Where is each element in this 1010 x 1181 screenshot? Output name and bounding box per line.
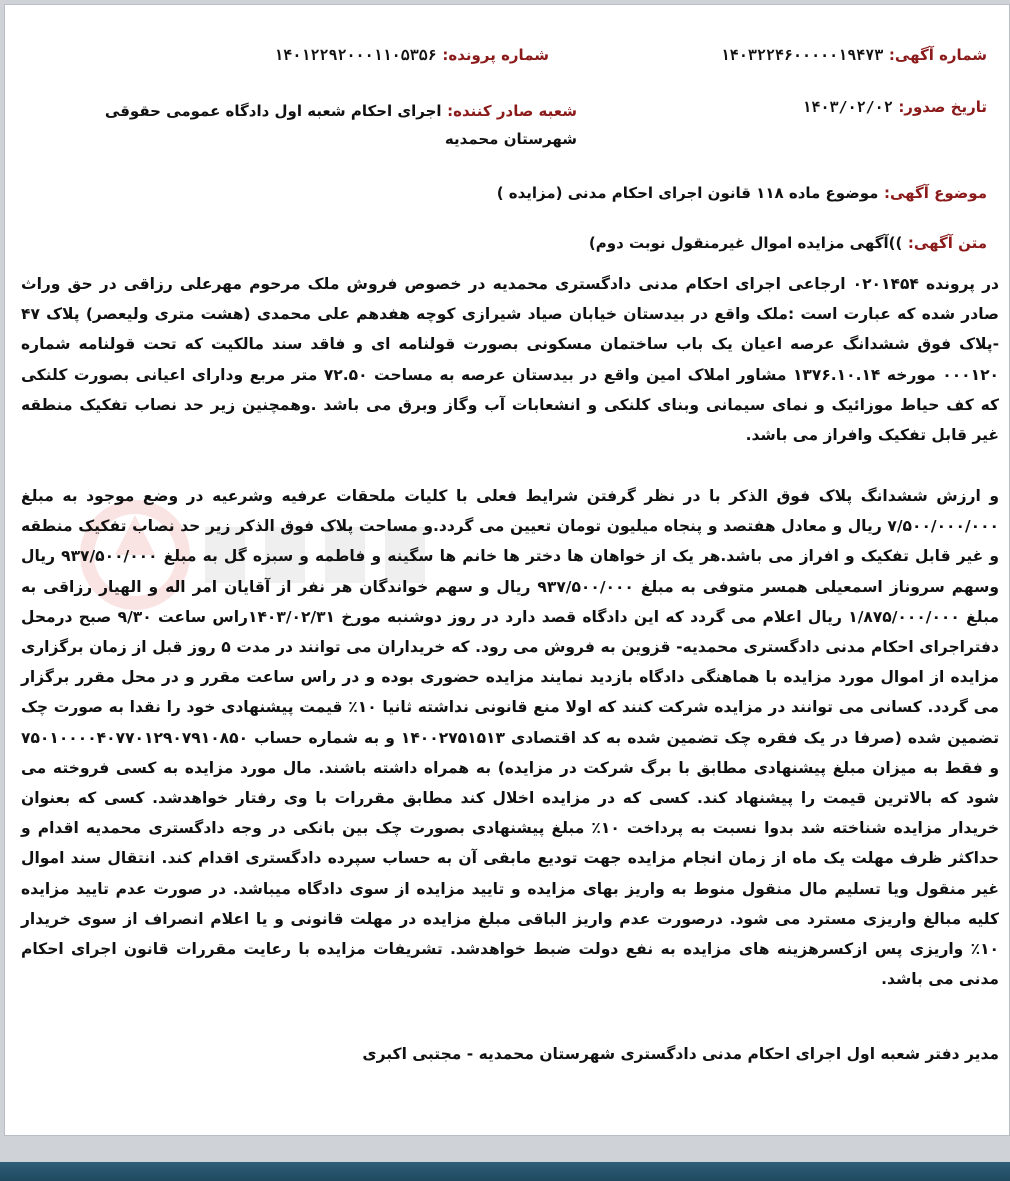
text-title-label: متن آگهی: [907, 234, 987, 252]
subject-label: موضوع آگهی: [883, 184, 987, 202]
notice-number: ۱۴۰۳۲۲۴۶۰۰۰۰۰۱۹۴۷۳ [720, 46, 884, 64]
issue-date-row [802, 97, 987, 116]
notice-paragraph-1: در پرونده ۰۲۰۱۴۵۴ ارجاعی اجرای احکام مدنی دادگستری محمدیه در خصوص فروش ملک مرحوم مهرعلی رزاقی در حق وراث صادر شده که عبارت است :ملک واقع در بیدستان خیابان صیاد شیرازی کوچه هفدهم علی محمدی (هشت متری ولیعصر) پلاک ۴۷ -پلاک فوق ششدانگ عرصه اعیان یک باب ساختمان مسکونی بصورت قولنامه ای و فاقد سند مالکیت که تحت قولنامه شماره ۰۰۰۱۲۰ مورخه ۱۳۷۶.۱۰.۱۴ مشاور املاک امین واقع در بیدستان عرصه به مساحت ۷۲.۵۰ متر مربع ودارای اعیانی بصورت کلنکی که کف حیاط موزائیک و نمای سیمانی وبنای کلنکی و انشعابات آب وگاز وبرق می باشد .وهمچنین زیر حد نصاب تفکیک منطقه غیر قابل تفکیک وافراز می باشد. [21, 275, 999, 445]
notice-panel [4, 4, 1010, 1136]
notice-signature: مدیر دفتر شعبه اول اجرای احکام مدنی دادگستری شهرستان محمدیه - مجتبی اکبری [362, 1045, 999, 1063]
window-footer-bar [0, 1162, 1010, 1181]
text-title-row [589, 233, 987, 252]
text-title-value: ))آگهی مزایده اموال غیرمنقول نوبت دوم) [588, 234, 903, 252]
subject-row [497, 183, 987, 202]
notice-paragraph-2: و ارزش ششدانگ پلاک فوق الذکر با در نظر گرفتن شرایط فعلی با کلیات ملحقات عرفیه وشرعیه در وضع موجود به مبلغ ۷/۵۰۰/۰۰۰/۰۰۰ ریال و معادل هفتصد و پنجاه میلیون تومان تعیین می گردد.و مساحت پلاک فوق الذکر زیر حد نصاب تفکیک منطقه و غیر قابل تفکیک و افراز می باشد.هر یک از خواهان ها دختر ها خانم ها سگینه و فاطمه و سبزه گل به مبلغ ۹۳۷/۵۰۰/۰۰۰ ریال وسهم سروناز اسمعیلی همسر متوفی به مبلغ ۹۳۷/۵۰۰/۰۰۰ ریال و سهم خواندگان هر نفر از آقایان امر اله و الهیار رزاقی به مبلغ ۱/۸۷۵/۰۰۰/۰۰۰ ریال اعلام می گردد که این دادگاه قصد دارد در روز دوشنبه مورخ ۱۴۰۳/۰۲/۳۱راس ساعت ۹/۳۰ صبح درمحل دفتراجرای احکام مدنی دادگستری محمدیه- قزوین به فروش می رود. که خریداران می توانند در مدت ۵ روز قبل از زمان برگزاری مزایده از اموال مورد مزایده با هماهنگی دادگاه بازدید نمایند مزایده حضوری بوده و در راس ساعت مقرر و در محل مقرر برگزار می گردد. کسانی می توانند در مزایده شرکت کنند که اولا منع قانونی نداشته ثانیا ۱۰٪ قیمت پیشنهادی خود را نقدا به صورت چک تضمین شده (صرفا در یک فقره چک تضمین شده به کد اقتصادی ۱۴۰۰۲۷۵۱۵۱۳ و به شماره حساب ۷۵۰۱۰۰۰۰۴۰۷۷۰۱۲۹۰۷۹۱۰۸۵۰ و فقط به میزان مبلغ پیشنهادی مطابق با برگ شرکت در مزایده) به همراه داشته باشند. مال مورد مزایده به کسی فروخته می شود که بالاترین قیمت را پیشنهاد کند. کسی که در مزایده اخلال کند مطابق مقررات با وی رفتار خواهدشد. کسی که بعنوان خریدار مزایده شناخته شد بدوا نسبت به پرداخت ۱۰٪ مبلغ پیشنهادی بصورت چک بین بانکی در وجه دادگستری محمدیه اقدام و حداکثر ظرف مهلت یک ماه از زمان انجام مزایده جهت توديع مابقی آن به حساب سپرده دادگستری اقدام کند. انتقال سند اموال غیر منقول ویا تسلیم مال منقول منوط به واریز بهای مزایده و تایید مزایده از سوی دادگاه میباشد. در صورت عدم تایید مزایده کلیه مبالغ واریزی مسترد می شود. درصورت عدم واریز الباقی مبلغ مزایده در مهلت قانونی و یا اعلام انصراف از سوی خریدار ۱۰٪ واریزی پس ازکسرهزینه های مزایده به نفع دولت ضبط خواهدشد. تشریفات مزایده با رعایت مقررات قانون اجرای احکام مدنی می باشد. [21, 487, 1000, 989]
issue-date: ۱۴۰۳/۰۲/۰۲ [802, 98, 893, 116]
case-number: ۱۴۰۱۲۲۹۲۰۰۰۱۱۰۵۳۵۶ [274, 46, 437, 64]
subject-value: موضوع ماده ۱۱۸ قانون اجرای احکام مدنی (مزایده ) [496, 184, 879, 202]
case-number-row [274, 45, 549, 64]
issuer-label: شعبه صادر کننده: [447, 102, 577, 120]
issuer-value: اجرای احکام شعبه اول دادگاه عمومی حقوقی شهرستان محمدیه [104, 102, 577, 148]
notice-number-label: شماره آگهی: [888, 46, 987, 64]
issue-date-label: تاریخ صدور: [898, 98, 987, 116]
issuer-block [57, 97, 577, 153]
case-number-label: شماره پرونده: [442, 46, 549, 64]
notice-number-row [721, 45, 987, 64]
